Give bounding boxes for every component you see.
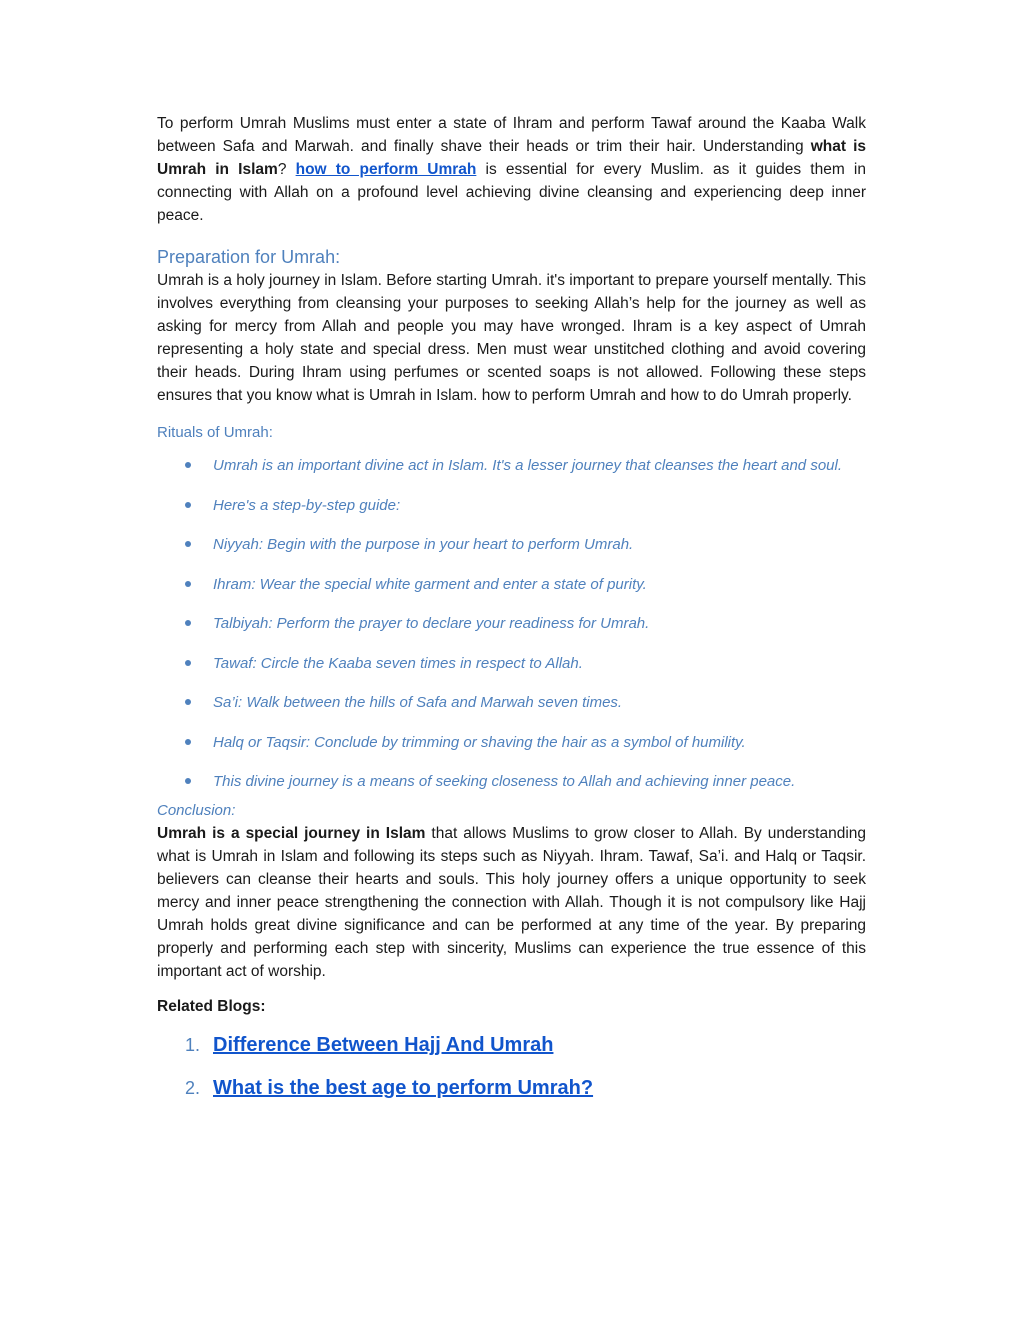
bullet-icon [185, 778, 191, 784]
intro-question-mark: ? [277, 161, 296, 178]
preparation-heading: Preparation for Umrah: [157, 247, 341, 267]
bullet-icon [185, 620, 191, 626]
intro-text-2: is essential for every Muslim. as it guides them in connecting with Allah on a profound level achieving divine cleansing and experiencing deep inner peace. [157, 161, 866, 224]
bullet-icon [185, 699, 191, 705]
list-item: Sa’i: Walk between the hills of Safa and Marwah seven times. [157, 691, 866, 714]
list-item: Halq or Taqsir: Conclude by trimming or shaving the hair as a symbol of humility. [157, 731, 866, 754]
intro-bold-term: what is Umrah in Islam [157, 138, 866, 178]
list-number: 1. [185, 1035, 201, 1055]
related-link-best-age[interactable]: What is the best age to perform Umrah? [213, 1077, 594, 1099]
list-item: Tawaf: Circle the Kaaba seven times in respect to Allah. [157, 652, 866, 675]
intro-text-1: To perform Umrah Muslims must enter a state of Ihram and perform Tawaf around the Kaaba Walk between Safa and Marwah. and finally shave their heads or trim their hair. Understanding [157, 115, 866, 155]
how-to-perform-umrah-link[interactable]: how to perform Umrah [295, 161, 477, 178]
related-blogs-heading: Related Blogs: [157, 998, 266, 1015]
document-page [157, 112, 866, 1118]
related-link-hajj-vs-umrah[interactable]: Difference Between Hajj And Umrah [213, 1034, 554, 1056]
bullet-icon [185, 660, 191, 666]
conclusion-text: that allows Muslims to grow closer to Allah. By understanding what is Umrah in Islam and following its steps such as Niyyah. Ihram. Tawaf, Sa’i. and Halq or Taqsir. believers can cleanse their hearts and souls. This holy journey offers a unique opportunity to seek mercy and inner peace strengthening the connection with Allah. Though it is not compulsory like Hajj Umrah holds great divine significance and can be performed at any time of the year. By preparing properly and performing each step with sincerity, Muslims can experience the true essence of this important act of worship. [157, 825, 866, 980]
list-item: Here's a step-by-step guide: [157, 494, 866, 517]
list-item: This divine journey is a means of seeking closeness to Allah and achieving inner peace. [157, 770, 866, 793]
list-item: Niyyah: Begin with the purpose in your heart to perform Umrah. [157, 533, 866, 556]
intro-paragraph [157, 112, 866, 227]
rituals-heading: Rituals of Umrah: [157, 424, 273, 441]
bullet-icon [185, 739, 191, 745]
bullet-icon [185, 462, 191, 468]
conclusion-paragraph [157, 822, 866, 983]
related-blogs-list [157, 1032, 866, 1103]
rituals-list [157, 454, 866, 793]
bullet-icon [185, 541, 191, 547]
list-item: Ihram: Wear the special white garment and enter a state of purity. [157, 573, 866, 596]
related-item [157, 1075, 866, 1103]
list-item: Talbiyah: Perform the prayer to declare your readiness for Umrah. [157, 612, 866, 635]
related-item [157, 1032, 866, 1060]
conclusion-heading: Conclusion: [157, 802, 236, 819]
bullet-icon [185, 502, 191, 508]
conclusion-bold-lead: Umrah is a special journey in Islam [157, 825, 426, 842]
preparation-paragraph: Umrah is a holy journey in Islam. Before starting Umrah. it's important to prepare yourself mentally. This involves everything from cleansing your purposes to seeking Allah’s help for the journey as well as asking for mercy from Allah and people you may have wronged. Ihram is a key aspect of Umrah representing a holy state and special dress. Men must wear unstitched clothing and avoid covering their heads. During Ihram using perfumes or scented soaps is not allowed. Following these steps ensures that you know what is Umrah in Islam. how to perform Umrah and how to do Umrah properly. [157, 272, 866, 404]
bullet-icon [185, 581, 191, 587]
list-number: 2. [185, 1078, 201, 1098]
list-item: Umrah is an important divine act in Islam. It's a lesser journey that cleanses the heart and soul. [157, 454, 866, 477]
